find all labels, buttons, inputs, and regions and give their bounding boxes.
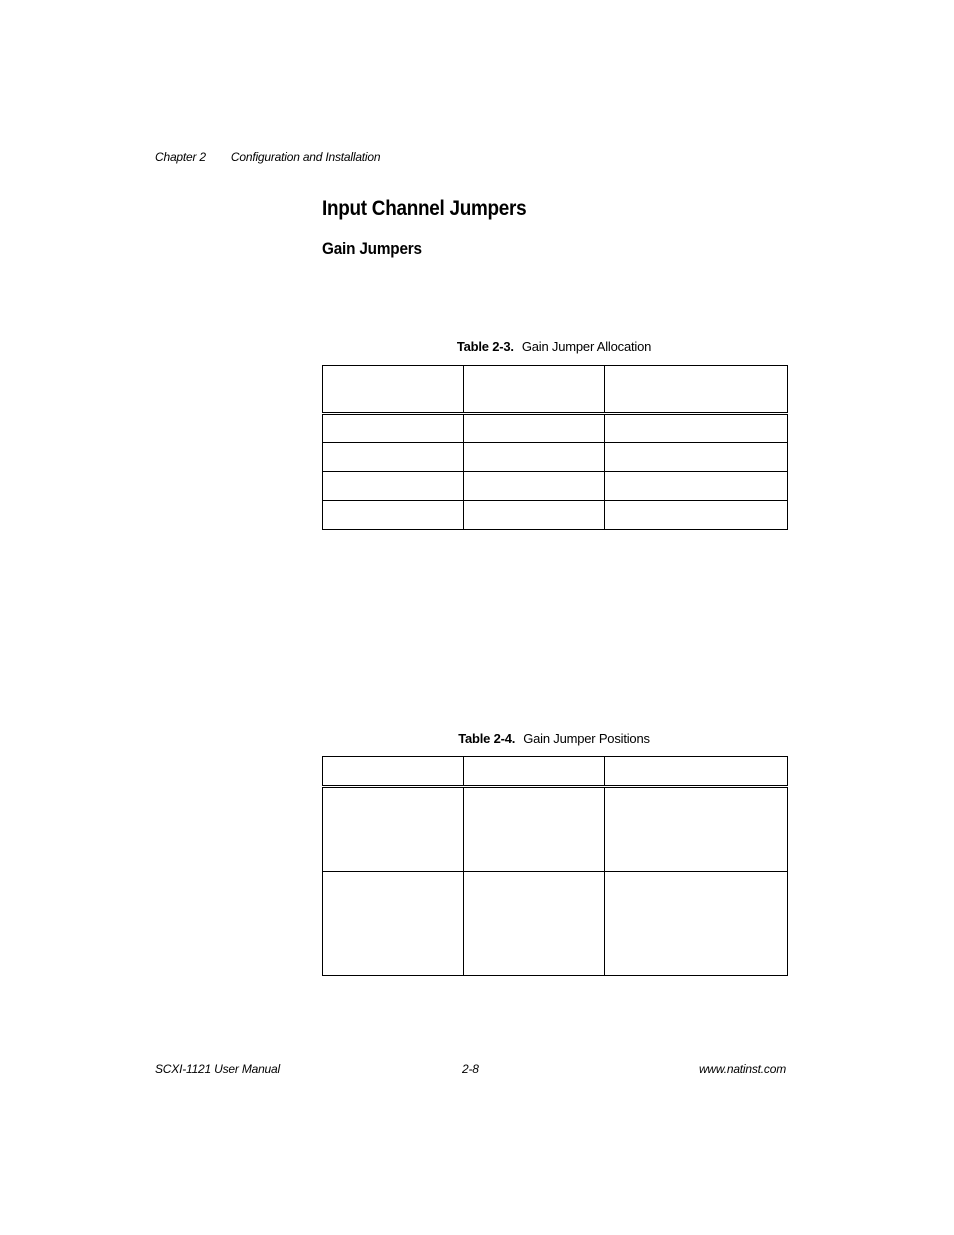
table-cell (464, 414, 605, 443)
table-row (323, 501, 788, 530)
table-cell (464, 501, 605, 530)
running-head (155, 150, 380, 164)
table-row (323, 872, 788, 976)
table-row (323, 787, 788, 872)
table-cell (464, 443, 605, 472)
table-2-3-caption (322, 339, 786, 354)
table-2-4-title: Gain Jumper Positions (523, 731, 650, 746)
table-2-3-label: Table 2-3. (456, 339, 514, 354)
table-cell (605, 872, 788, 976)
table-header-cell (323, 366, 464, 414)
table-cell (464, 787, 605, 872)
table-cell (323, 787, 464, 872)
table-2-3-title: Gain Jumper Allocation (521, 339, 652, 354)
table-header-cell (323, 757, 464, 787)
table-header-row (323, 757, 788, 787)
table-header-row (323, 366, 788, 414)
gain-jumper-allocation-table (322, 365, 788, 530)
footer-website: www.natinst.com (698, 1062, 786, 1076)
table-header-cell (605, 366, 788, 414)
chapter-title: Configuration and Installation (230, 150, 381, 164)
page-number: 2-8 (462, 1062, 479, 1076)
table-cell (323, 872, 464, 976)
table-2-4-caption (322, 731, 786, 746)
table-row (323, 443, 788, 472)
table-cell (605, 787, 788, 872)
table-row (323, 472, 788, 501)
table-header-cell (464, 757, 605, 787)
table-cell (605, 414, 788, 443)
table-cell (323, 472, 464, 501)
chapter-label: Chapter 2 (155, 150, 206, 164)
table-cell (323, 443, 464, 472)
gain-jumper-positions-table (322, 756, 788, 976)
table-header-cell (464, 366, 605, 414)
table-cell (464, 872, 605, 976)
table-cell (605, 472, 788, 501)
table-cell (605, 443, 788, 472)
table-cell (323, 501, 464, 530)
section-heading: Input Channel Jumpers (322, 197, 527, 220)
table-2-4-label: Table 2-4. (458, 731, 516, 746)
subsection-heading: Gain Jumpers (322, 239, 422, 258)
table-header-cell (605, 757, 788, 787)
table-cell (464, 472, 605, 501)
table-row (323, 414, 788, 443)
table-cell (605, 501, 788, 530)
table-cell (323, 414, 464, 443)
footer-manual-title: SCXI-1121 User Manual (155, 1062, 280, 1076)
